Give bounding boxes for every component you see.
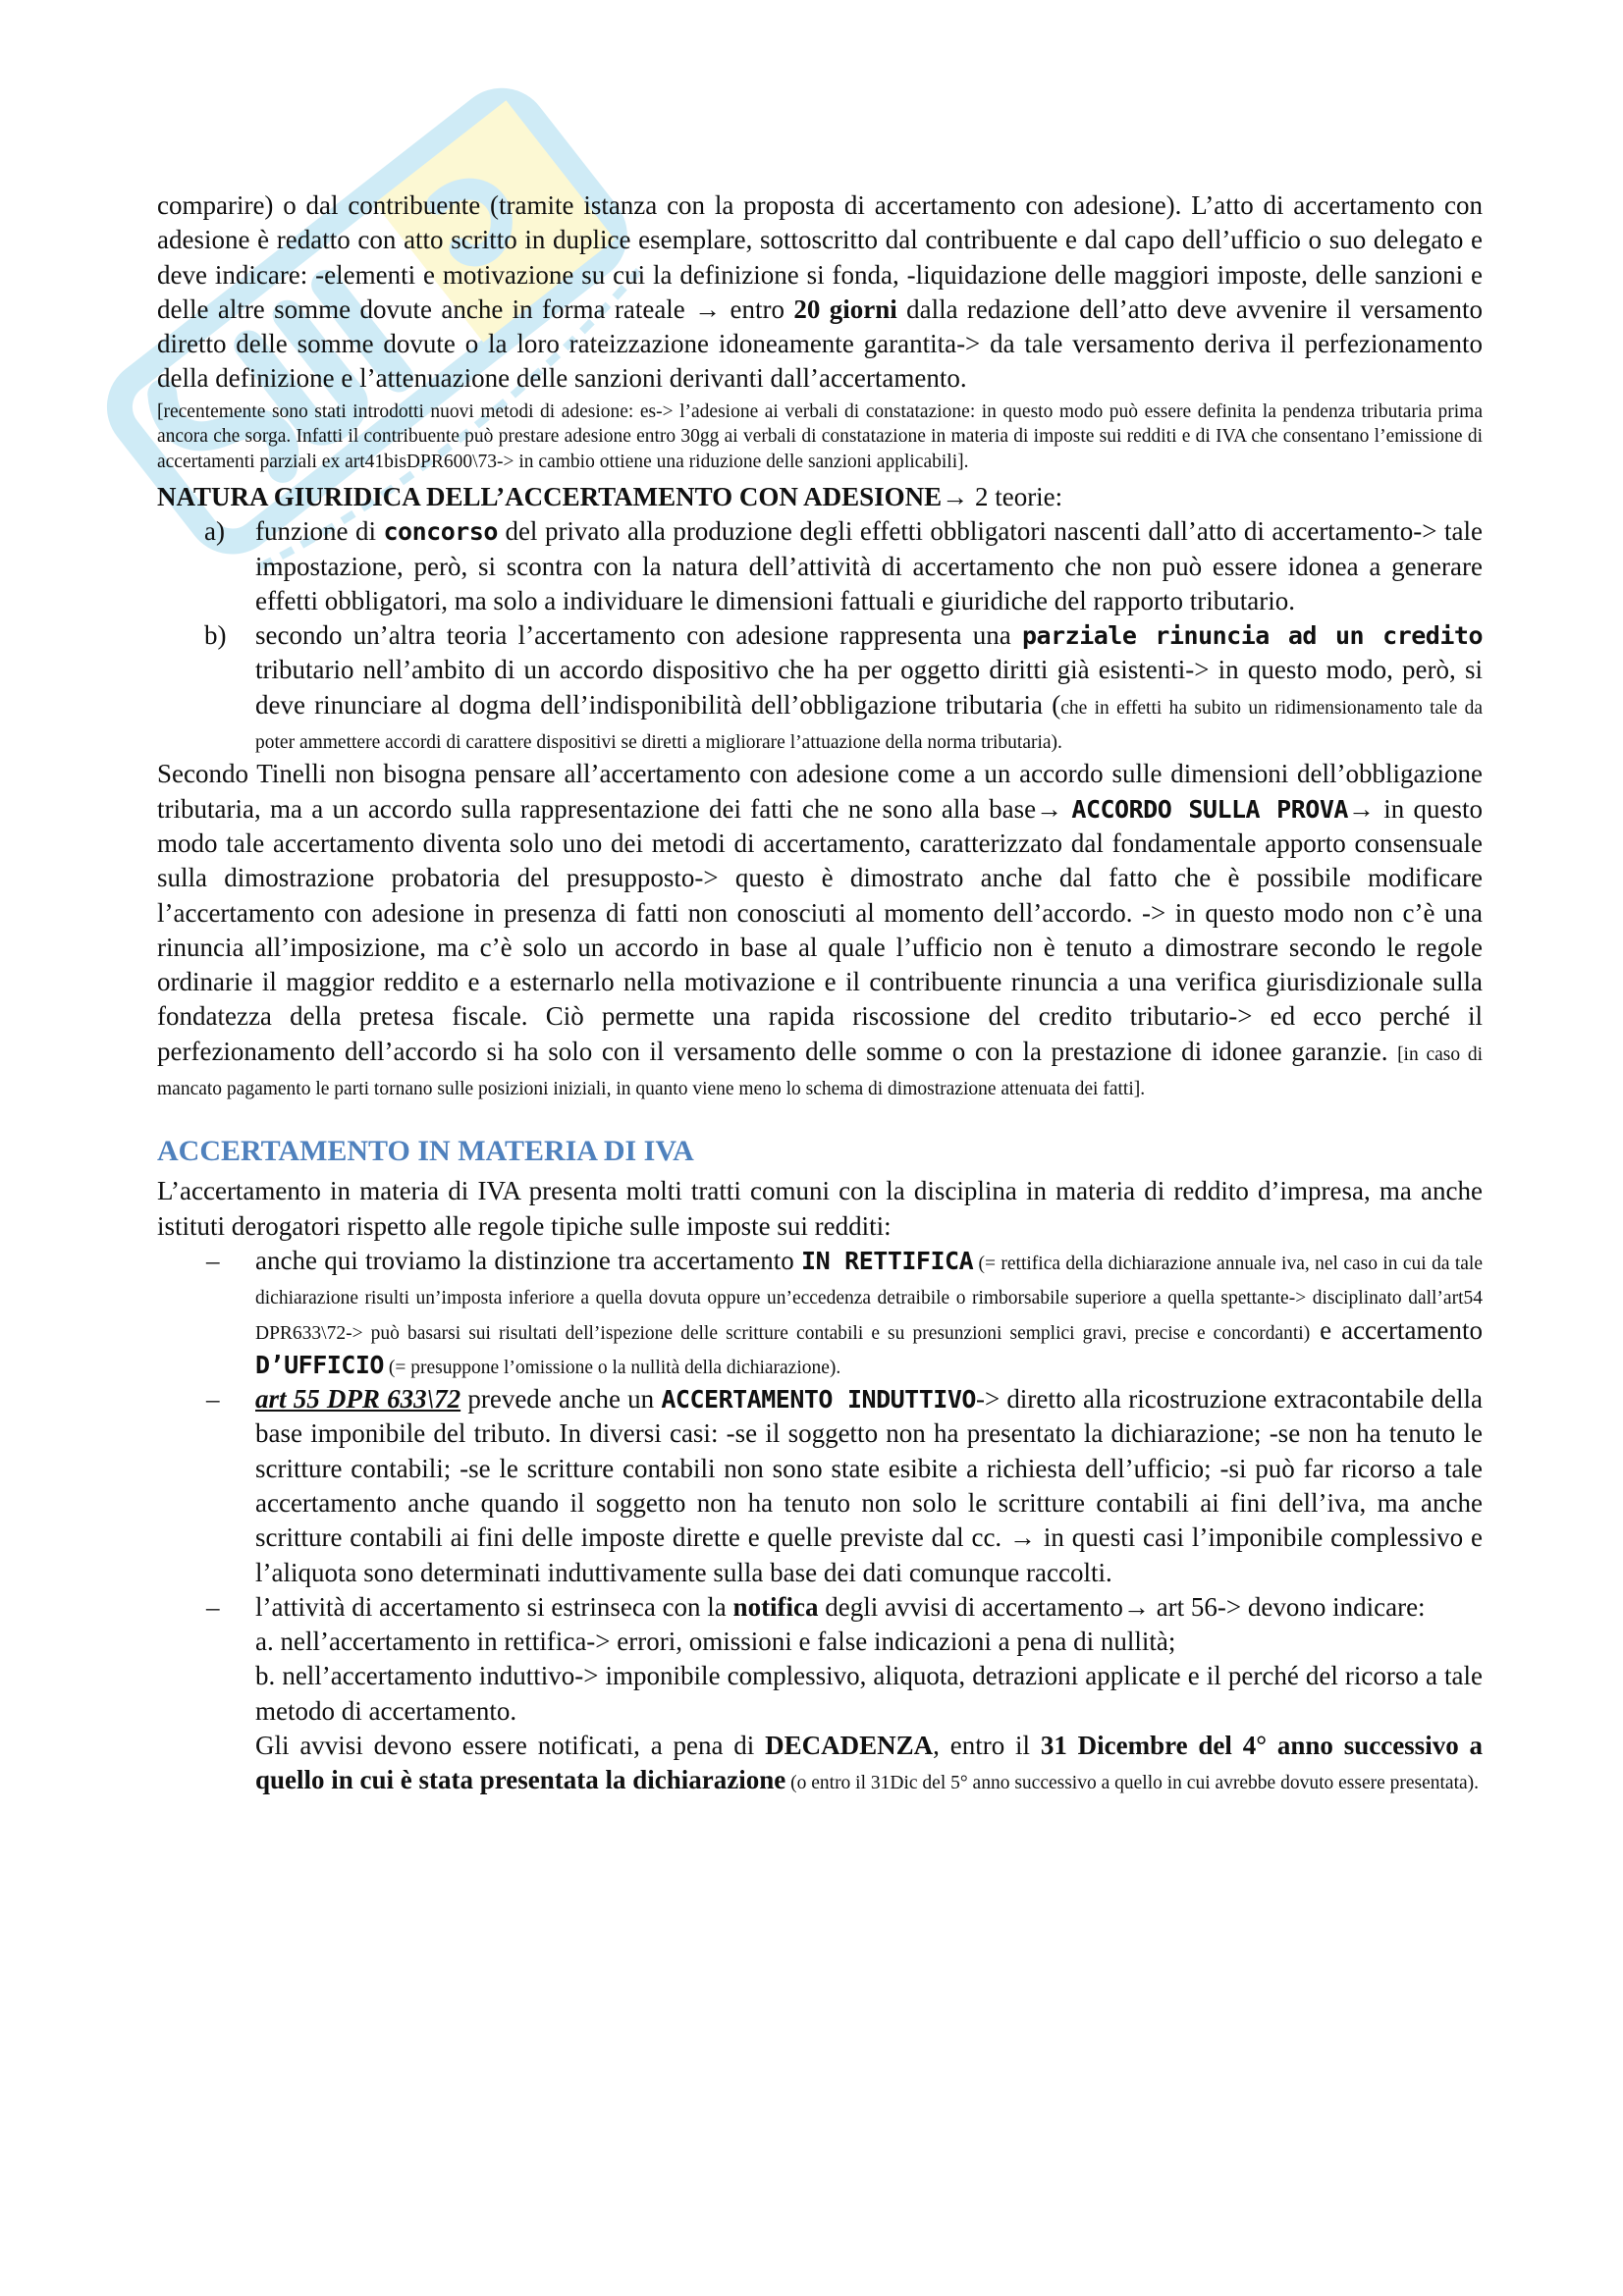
small-note: [in caso di mancato pagamento le parti tornano sulle posizioni iniziali, in quanto viene meno lo schema di dimostrazione attenuata dei fatti]. <box>157 1043 1483 1100</box>
text: entro <box>721 294 794 324</box>
document-body <box>157 188 1483 1798</box>
section-title-iva: ACCERTAMENTO IN MATERIA DI IVA <box>157 1135 694 1168</box>
list-marker: – <box>206 1384 220 1415</box>
list-marker: b) <box>204 620 227 651</box>
small-note: (= presuppone l’omissione o la nullità della dichiarazione). <box>383 1357 841 1378</box>
bold-term: ACCORDO SULLA PROVA <box>1071 794 1348 824</box>
text: comparire) o dal contribuente (tramite istanza con la proposta di accertamento con adesione). L’atto di accertamento con adesione è redatto con atto scritto in duplice esemplare, sottoscritto dal contribuente e dal capo dell’ufficio o suo delegato e deve indicare: -elementi e motivazione su cui la definizione si fonda, -liquidazione delle maggiori imposte, delle sanzioni e delle altre somme dovute anche in forma rateale <box>157 190 1483 324</box>
text: Secondo Tinelli non bisogna pensare all’accertamento con adesione come a un accordo sulle dimensioni dell’obbligazione tributaria, ma a un accordo sulla rappresentazione dei fatti che ne sono alla base <box>157 759 1483 824</box>
bold-term: parziale rinuncia ad un credito <box>1021 621 1483 651</box>
bold-term: 20 giorni <box>793 294 897 324</box>
bold-term: IN RETTIFICA <box>801 1246 974 1275</box>
text: in questo modo tale accertamento diventa solo uno dei metodi di accertamento, caratterizzato dal fondamentale apporto consensuale sulla dimostrazione probatoria del presupposto-> questo è dimostrato anche dal fatto che è possibile modificare l’accertamento con adesione in presenza di fatti non conosciuti al momento dell’accordo. -> in questo modo non c’è una rinuncia all’imposizione, ma c’è solo un accordo in base al quale l’ufficio non è tenuto a dimostrare secondo le regole ordinarie il maggior reddito e a esternarlo nella motivazione e il contribuente rinuncia a una verifica giurisdizionale sulla fondatezza della pretesa fiscale. Ciò permette una rapida riscossione del credito tributario-> ed ecco perché il perfezionamento dell’accordo si ha solo con il versamento delle somme o con la prestazione di idonee garanzie. <box>157 793 1484 1066</box>
text: degli avvisi di accertamento <box>818 1591 1123 1622</box>
note-adesione-verbali: [recentemente sono stati introdotti nuovi metodi di adesione: es-> l’adesione ai verbali di constatazione: in questo modo può essere definita la pendenza tributaria prima ancora che sorga. Infatti il contribuente può prestare adesione entro 30gg ai verbali di constatazione in materia di imposte sui redditi e di IVA che consentano l’emissione di accertamenti parziali ex art41bisDPR600\73-> in cambio ottiene una riduzione delle sanzioni applicabili]. <box>157 400 1483 472</box>
text <box>1333 1731 1344 1760</box>
small-note: che in effetti ha subito un ridimensionamento tale da poter ammettere accordi di carattere dispositivi se diretti a migliorare l’attuazione della norma tributaria). <box>255 697 1483 754</box>
list-marker: – <box>206 1245 220 1275</box>
bold-term: concorso <box>383 517 498 547</box>
bold-term: successivo a quello in cui è stata presentata la dichiarazione <box>255 1731 1484 1795</box>
bold-term: ACCERTAMENTO INDUTTIVO <box>661 1385 976 1415</box>
iva-list <box>157 1244 1483 1625</box>
text: -> diretto alla ricostruzione extracontabile della base imponibile del tributo. In diversi casi: -se il soggetto non ha presentato la dichiarazione; -se non ha tenuto le scritture contabili; -se le scritture contabili non sono state esibite a richiesta dell’ufficio; -si può far ricorso a tale accertamento anche quando il soggetto non ha tenuto non solo le scritture contabili ai fini dell’iva, ma anche scritture contabili ai fini delle imposte dirette e quelle previste dal cc. <box>255 1384 1483 1553</box>
text: art 56-> devono indicare: <box>1149 1591 1426 1622</box>
text: secondo un’altra teoria l’accertamento con adesione rappresenta una <box>255 620 1022 651</box>
arrow-icon: → <box>1347 793 1375 824</box>
small-note: (o entro il 31Dic del 5° anno successivo a quello in cui avrebbe dovuto essere presentata). <box>785 1773 1480 1794</box>
text: Gli avvisi devono essere notificati, a pena di <box>255 1731 766 1761</box>
text: tributario nell’ambito di un accordo dispositivo che ha per oggetto diritti già esistenti-> in questo modo, però, si deve rinunciare al dogma dell’indisponibilità dell’obbligazione tributaria ( <box>255 655 1483 720</box>
paragraph-iva-intro: L’accertamento in materia di IVA presenta molti tratti comuni con la disciplina in materia di reddito d’impresa, ma anche istituti derogatori rispetto alle regole tipiche sulle imposte sui redditi: <box>157 1176 1483 1241</box>
text: del privato alla produzione degli effetti obbligatori nascenti dall’atto di accertamento-> tale impostazione, però, si scontra con la natura dell’attività di accertamento che non può essere idonea a generare effetti obbligatori, ma solo a individuare le dimensioni fattuali e giuridiche del rapporto tributario. <box>255 516 1483 615</box>
paragraph-decadenza <box>157 1729 1483 1798</box>
list-item <box>157 1590 1483 1625</box>
text: , entro il <box>933 1731 1041 1761</box>
bold-term: 31 Dicembre del 4° anno <box>1040 1731 1333 1761</box>
text: 2 teorie: <box>968 482 1063 512</box>
text: prevede anche un <box>460 1384 662 1415</box>
list-item <box>157 1382 1483 1590</box>
sub-item-b: b. nell’accertamento induttivo-> imponibile complessivo, aliquota, detrazioni applicate e il perché del ricorso a tale metodo di accertamento. <box>255 1661 1483 1726</box>
arrow-icon: → <box>1036 793 1063 824</box>
sub-item-a: a. nell’accertamento in rettifica-> errori, omissioni e false indicazioni a pena di nullità; <box>255 1627 1176 1657</box>
text: l’attività di accertamento si estrinseca con la <box>255 1591 733 1622</box>
paragraph-adesione <box>157 188 1483 397</box>
arrow-icon: → <box>1009 1522 1037 1553</box>
bold-term: notifica <box>732 1591 819 1622</box>
bold-term: D’UFFICIO <box>255 1350 384 1379</box>
list-item <box>157 514 1483 618</box>
small-note: (= rettifica della dichiarazione annuale iva, nel caso in cui da tale dichiarazione risulti un’imposta inferiore a quella dovuta oppure un’eccedenza detraibile o rimborsabile superiore a quella spettante-> disciplinato dall’art54 DPR633\72-> può basarsi sui risultati dell’ispezione delle scritture contabili e su presunzioni semplici gravi, precise e concordanti) <box>255 1253 1483 1344</box>
text: anche qui troviamo la distinzione tra accertamento <box>255 1245 802 1275</box>
text: funzione di <box>255 516 384 547</box>
list-marker: a) <box>204 516 225 547</box>
heading-natura-giuridica <box>157 480 1483 514</box>
text: in questi casi l’imponibile complessivo e l’aliquota sono determinati induttivamente sulla base dei dati comunque raccolti. <box>255 1522 1483 1587</box>
paragraph-tinelli <box>157 757 1483 1103</box>
list-marker: – <box>206 1591 220 1622</box>
arrow-icon: → <box>694 294 722 324</box>
bold-term: DECADENZA <box>765 1731 934 1761</box>
list-item <box>157 618 1483 757</box>
theories-list <box>157 514 1483 757</box>
text: dalla redazione dell’atto deve avvenire il versamento diretto delle somme dovute o la loro rateizzazione idoneamente garantita-> da tale versamento deriva il perfezionamento della definizione e l’attenuazione delle sanzioni derivanti dall’accertamento. <box>157 294 1483 394</box>
heading-text: NATURA GIURIDICA DELL’ACCERTAMENTO CON ADESIONE <box>157 482 943 512</box>
arrow-icon: → <box>942 482 969 512</box>
law-reference: art 55 DPR 633\72 <box>255 1384 461 1415</box>
text: e accertamento <box>1310 1314 1483 1345</box>
arrow-icon: → <box>1122 1591 1150 1622</box>
list-item <box>157 1244 1483 1382</box>
